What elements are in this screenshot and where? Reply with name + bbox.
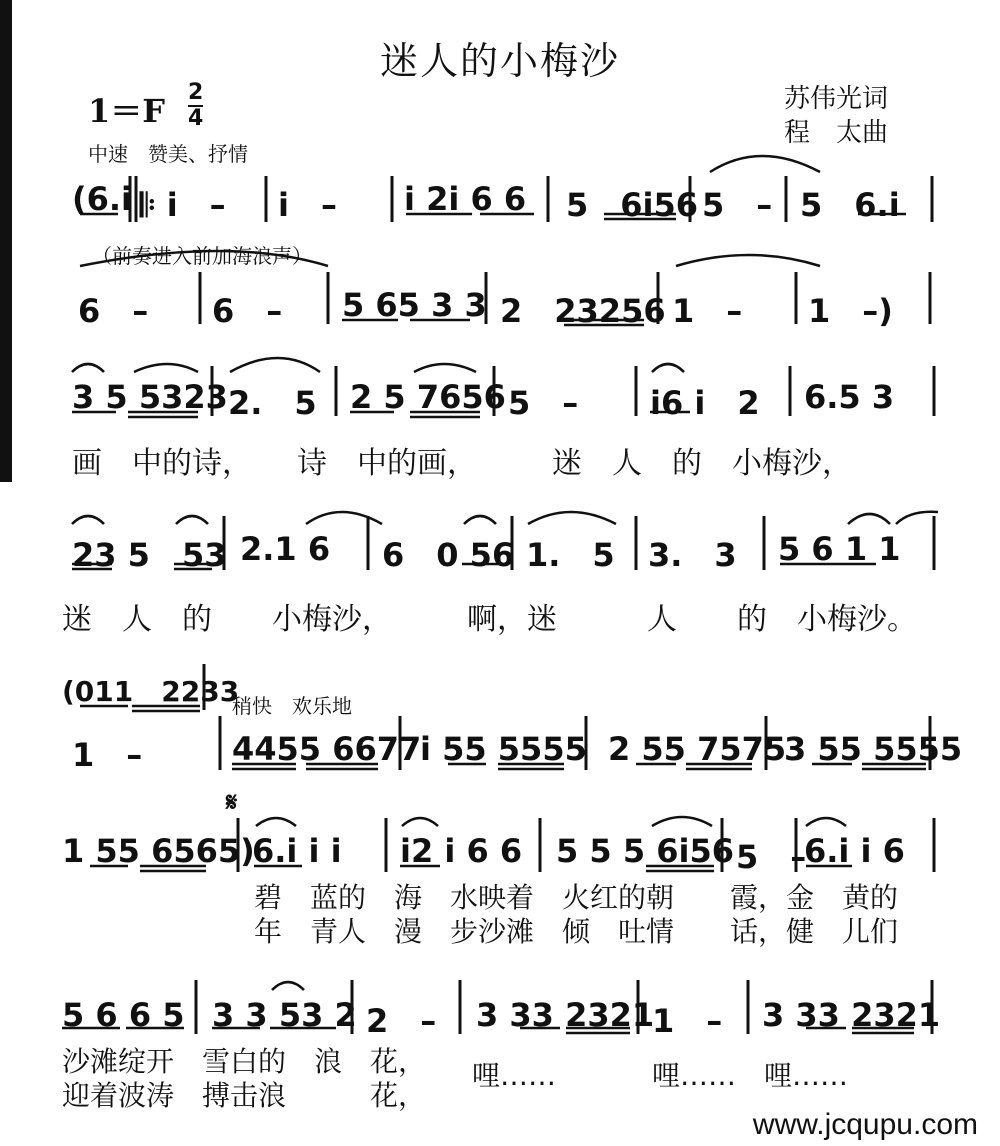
intro-note: （前奏进入前加海浪声） <box>92 244 312 268</box>
measure-r6-0: 1 55 6565) <box>62 832 255 870</box>
measure-r6-3: 5 5 5 6i56 <box>556 832 734 870</box>
slur <box>652 817 712 826</box>
time-signature-bottom: 4 <box>188 106 204 131</box>
measure-r6-1: 6.i i i <box>252 832 342 870</box>
measure-r2-1: 6 – <box>212 292 283 330</box>
measure-r1-4: 5 6i56 <box>566 186 699 224</box>
slur <box>528 512 616 524</box>
slur <box>464 516 496 524</box>
measure-r4-1: 2.1 6 <box>240 530 331 568</box>
measure-r1-2: i – <box>278 186 337 224</box>
slur <box>134 364 198 372</box>
measure-r2-0: 6 – <box>78 292 149 330</box>
slur <box>272 982 304 990</box>
measure-r1-0: (6.i <box>72 180 133 218</box>
measure-r5-top: (011 2233 <box>62 675 240 708</box>
slur <box>806 818 846 826</box>
page-title: 迷人的小梅沙 <box>379 39 620 83</box>
measure-r7-2: 2 – <box>366 1002 437 1040</box>
slur <box>80 251 328 266</box>
lyricist: 苏伟光词 <box>784 84 889 114</box>
measure-r4-3: 1. 5 <box>526 536 615 574</box>
lyric-line-r3: 画 中的诗， 诗 中的画， 迷 人 的 小梅沙， <box>72 446 852 481</box>
slur <box>896 512 938 524</box>
slur <box>256 818 296 826</box>
measure-r3-1: 2. 5 <box>228 384 317 422</box>
measure-r3-4: i6 i 2 <box>650 384 760 422</box>
measure-r5-2: i 55 5555 <box>420 730 587 768</box>
measure-r3-2: 2 5 7656 <box>350 378 506 416</box>
measure-r5-0: 1 – <box>72 736 143 774</box>
measure-r1-6: 5 6.i <box>800 186 900 224</box>
measure-r1-1: 𝄆 i – <box>140 186 226 224</box>
segno-sign: 𝄋 <box>226 788 238 818</box>
slur <box>710 156 820 172</box>
measure-r7-5: 3 33 2321 <box>762 996 941 1034</box>
measure-r6-4: 5 – <box>736 838 807 876</box>
slur <box>676 255 820 266</box>
tempo-marking-2: 稍快 欢乐地 <box>232 694 352 718</box>
measure-r2-4: 1 – <box>672 292 743 330</box>
measure-r7-4: 1 – <box>652 1002 723 1040</box>
slur <box>306 512 382 524</box>
measure-r7-1: 3 3 53 2 <box>212 996 357 1034</box>
measure-r1-5: 5 – <box>702 186 773 224</box>
lyric-line-r4: 迷 人 的 小梅沙， 啊，迷 人 的 小梅沙。 <box>62 602 917 637</box>
website-watermark: www.jcqupu.com <box>752 1108 978 1141</box>
slur <box>848 514 890 524</box>
tempo-marking: 中速 赞美、抒情 <box>88 142 248 166</box>
measure-r5-4: 3 55 5555 <box>784 730 963 768</box>
time-signature-top: 2 <box>188 80 204 105</box>
measure-r7-0: 5 6 6 5 <box>62 996 185 1034</box>
measure-r2-3: 2 23256 <box>500 292 666 330</box>
lyric-li-2: 哩…… 哩…… <box>652 1059 849 1092</box>
composer: 程 太曲 <box>784 118 889 148</box>
measure-r3-0: 3 5 5323 <box>72 378 228 416</box>
measure-r7-3: 3 33 2321 <box>476 996 655 1034</box>
measure-r4-2: 6 0 56 <box>382 536 515 574</box>
lyric-line-r6-verse2: 年 青人 漫 步沙滩 倾 吐情 话，健 儿们 <box>254 915 899 948</box>
lyric-line-r6-verse1: 碧 蓝的 海 水映着 火红的朝 霞，金 黄的 <box>254 881 899 914</box>
measure-r4-5: 5 6 1 1 <box>778 530 901 568</box>
measure-r1-3: i 2i 6 6 <box>404 180 527 218</box>
measure-r3-3: 5 – <box>508 384 579 422</box>
slur <box>402 818 438 826</box>
key-signature: 1＝F <box>88 92 165 130</box>
lyric-li-1: 哩…… <box>472 1059 557 1092</box>
lyric-line-r7-verse1: 沙滩绽开 雪白的 浪 花， <box>62 1045 427 1078</box>
measure-r4-0: 23 5 53 <box>72 536 227 574</box>
measure-r3-5: 6.5 3 <box>804 378 895 416</box>
slur <box>72 364 104 372</box>
measure-r2-5: 1 –) <box>808 292 893 330</box>
slur <box>230 358 320 372</box>
measure-r6-5: 6.i i 6 <box>804 832 905 870</box>
measure-r2-2: 5 65 3 3 <box>342 286 487 324</box>
slur <box>176 516 208 524</box>
slur <box>72 516 104 524</box>
slur <box>414 364 476 372</box>
measure-r5-1: 4455 6677 <box>232 730 422 768</box>
measure-r4-4: 3. 3 <box>648 536 737 574</box>
slur <box>652 364 684 372</box>
lyric-line-r7-verse2: 迎着波涛 搏击浪 花， <box>62 1079 427 1112</box>
measure-r5-3: 2 55 7575 <box>608 730 787 768</box>
measure-r6-2: i2 i 6 6 <box>400 832 523 870</box>
